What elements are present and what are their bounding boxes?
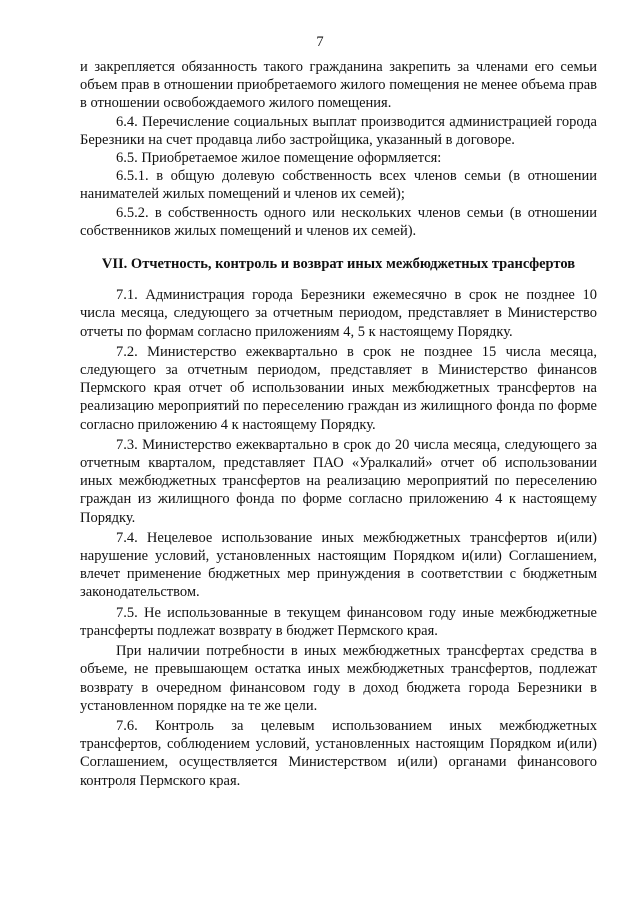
document-body xyxy=(80,58,597,790)
paragraph-continuation: и закрепляется обязанность такого гражданина закрепить за членами его семьи объем прав в отношении приобретаемого жилого помещения не менее объема прав в отношении освобождаемого жилого помещения. xyxy=(80,59,597,112)
paragraph-7-6: 7.6. Контроль за целевым использованием иных межбюджетных трансфертов, соблюдением условий, установленных настоящим Порядком и(или) Соглашением, осуществляется Министерством и(или) органами финансового контроля Пермского края. xyxy=(80,717,597,789)
paragraph-7-5: 7.5. Не использованные в текущем финансовом году иные межбюджетные трансферты подлежат возврату в бюджет Пермского края. xyxy=(80,604,597,639)
section-heading: VII. Отчетность, контроль и возврат иных межбюджетных трансфертов xyxy=(101,256,576,273)
paragraph-6-5: 6.5. Приобретаемое жилое помещение оформляется: xyxy=(116,150,442,167)
paragraph-7-2: 7.2. Министерство ежеквартально в срок не позднее 15 числа месяца, следующего за отчетным периодом, представляет в Министерство финансов Пермского края отчет об использовании иных межбюджетных трансфертов на реализацию мероприятий по переселению граждан из жилищного фонда по форме согласно приложению 4 к настоящему Порядку. xyxy=(80,343,597,433)
paragraph-7-5-continued: При наличии потребности в иных межбюджетных трансфертах средства в объеме, не превышающем остатка иных межбюджетных трансфертов, подлежат возврату в очередном финансовом году в доход бюджета города Березники в установленном порядке на те же цели. xyxy=(80,643,597,714)
paragraph-6-5-2: 6.5.2. в собственность одного или нескольких членов семьи (в отношении собственников жилых помещений и членов их семей). xyxy=(80,204,597,239)
paragraph-7-3: 7.3. Министерство ежеквартально в срок до 20 числа месяца, следующего за отчетным кварталом, представляет ПАО «Уралкалий» отчет об использовании иных межбюджетных трансфертов на реализацию мероприятий по переселению граждан из жилищного фонда по форме согласно приложению 4 к настоящему Порядку. xyxy=(80,436,597,526)
page-number: 7 xyxy=(316,34,324,50)
paragraph-7-1: 7.1. Администрация города Березники ежемесячно в срок не позднее 10 числа месяца, следующего за отчетным периодом, представляет в Министерство отчеты по формам согласно приложениям 4, 5 к настоящему Порядку. xyxy=(80,287,597,340)
paragraph-6-4: 6.4. Перечисление социальных выплат производится администрацией города Березники на счет продавца либо застройщика, указанный в договоре. xyxy=(80,113,597,148)
paragraph-6-5-1: 6.5.1. в общую долевую собственность всех членов семьи (в отношении нанимателей жилых помещений и членов их семей); xyxy=(80,168,597,203)
paragraph-7-4: 7.4. Нецелевое использование иных межбюджетных трансфертов и(или) нарушение условий, установленных настоящим Порядком и(или) Соглашением, влечет применение бюджетных мер принуждения в соответствии с бюджетным законодательством. xyxy=(80,529,597,601)
